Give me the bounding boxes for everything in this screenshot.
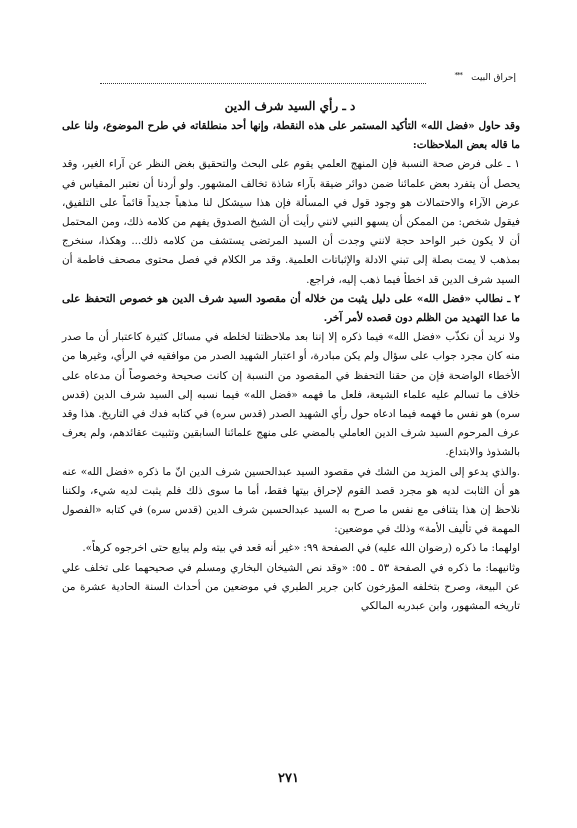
- paragraph-second-place: وثانيهما: ما ذكره في الصفحة ٥٣ ـ ٥٥: «وقد نص الشيخان البخاري ومسلم في صحيحهما على تخلف علي عن البيعة، وصرح بتخلفه المؤرخون كابن جرير الطبري في موضعين من أحداث السنة الحادية عشرة من تاريخه المشهور، وابن عبدربه المالكي: [62, 561, 520, 613]
- paragraph-discussion: ولا نريد أن نكذّب «فضل الله» فيما ذكره إلا إننا بعد ملاحظتنا لخلطه في مسائل كثيرة كاعتبار أن ما صدر منه كان مجرد جواب على سؤال ولم يكن مبادرة، أو اعتبار الشهيد الصدر من موافقيه في الرأي، وغيرها من الأخطاء الواضحة فإن من حقنا التحفظ في المقصود من النسبة إن كانت صحيحة وخصوصاً أن مدعاه على خلاف ما تسالم عليه علماء الشيعة، فلعل ما فهمه «فضل الله» فيما نسبه إلى السيد شرف الدين (قدس سره) هو نفس ما فهمه فيما ادعاه حول رأي الشهيد الصدر (قدس سره) في كتابه فدك في التاريخ. هذا وقد عرف المرحوم السيد شرف الدين العاملي بالمضي على منهج علمائنا السابقين وتثبيت عقائدهم، ولم يعرف بالشذوذ والابتداع.: [62, 331, 520, 459]
- page-number: ٢٧١: [278, 771, 299, 786]
- running-title: إحراق البيت: [471, 73, 516, 83]
- paragraph-point-two: ٢ ـ نطالب «فضل الله» على دليل يثبت من خلاله أن مقصود السيد شرف الدين هو خصوص التحفظ على ما عدا التهديد من الظلم دون قصده لأمر آخر.: [62, 292, 520, 325]
- running-header: [64, 72, 516, 86]
- section-title: د ـ رأي السيد شرف الدين: [224, 99, 356, 113]
- paragraph-first-place: اولهما: ما ذكره (رضوان الله عليه) في الصفحة ٩٩: «غير أنه قعد في بيته ولم يبايع حتى اخرجوه كرهاً».: [82, 542, 520, 555]
- paragraph-doubt: .والذي يدعو إلى المزيد من الشك في مقصود السيد عبدالحسين شرف الدين انّ ما ذكره «فضل الله» عنه هو أن الثابت لديه هو مجرد قصد القوم لإحراق بيتها فقط، أما ما سوى ذلك فلم يثبت لديه شيء، ولكننا نلاحظ إن هذا يتنافى مع نفس ما صرح به السيد عبدالحسين شرف الدين (قدس سره) في كتابه «الفصول المهمة في تأليف الأمة» وذلك في موضعين:: [62, 465, 520, 536]
- paragraph-intro: وقد حاول «فضل الله» التأكيد المستمر على هذه النقطة، وإنها أحد منطلقاته في طرح الموضوع، ولنا على ما قاله بعض الملاحظات:: [62, 120, 520, 152]
- body-text: [62, 117, 520, 616]
- header-stars-right: ***: [454, 71, 462, 79]
- paragraph-point-one: ١ ـ على فرض صحة النسبة فإن المنهج العلمي يقوم على البحث والتحقيق بغض النظر عن آراء الغير، وقد يحصل أن يتفرد بعض علمائنا ضمن دوائر ضيقة بآراء شاذة تخالف المشهور. ولو أردنا أن نعتبر المقياس في عرض الآراء والاحتمالات هو وجود قول في المسألة فإن هذا سيشكل لنا مذهباً جديداً قائماً على التلفيق، فيقول شخص: من الممكن أن يسهو النبي لانني رأيت أن الشيخ الصدوق يفهم من كلامه ذلك، ومن المحتمل أن لا يكون خبر الواحد حجة لانني وجدت أن السيد المرتضى يستشف من كلامه ذلك... وهكذا، سنخرج بمذهب لا يمت بصلة إلى تبني الادلة والإثباتات العلمية. وقد مر الكلام في فصل محتوى مصحف فاطمة أن السيد شرف الدين قد اخطأ فيما ذهب إليه، فراجع.: [62, 158, 520, 286]
- header-rule: [100, 83, 426, 84]
